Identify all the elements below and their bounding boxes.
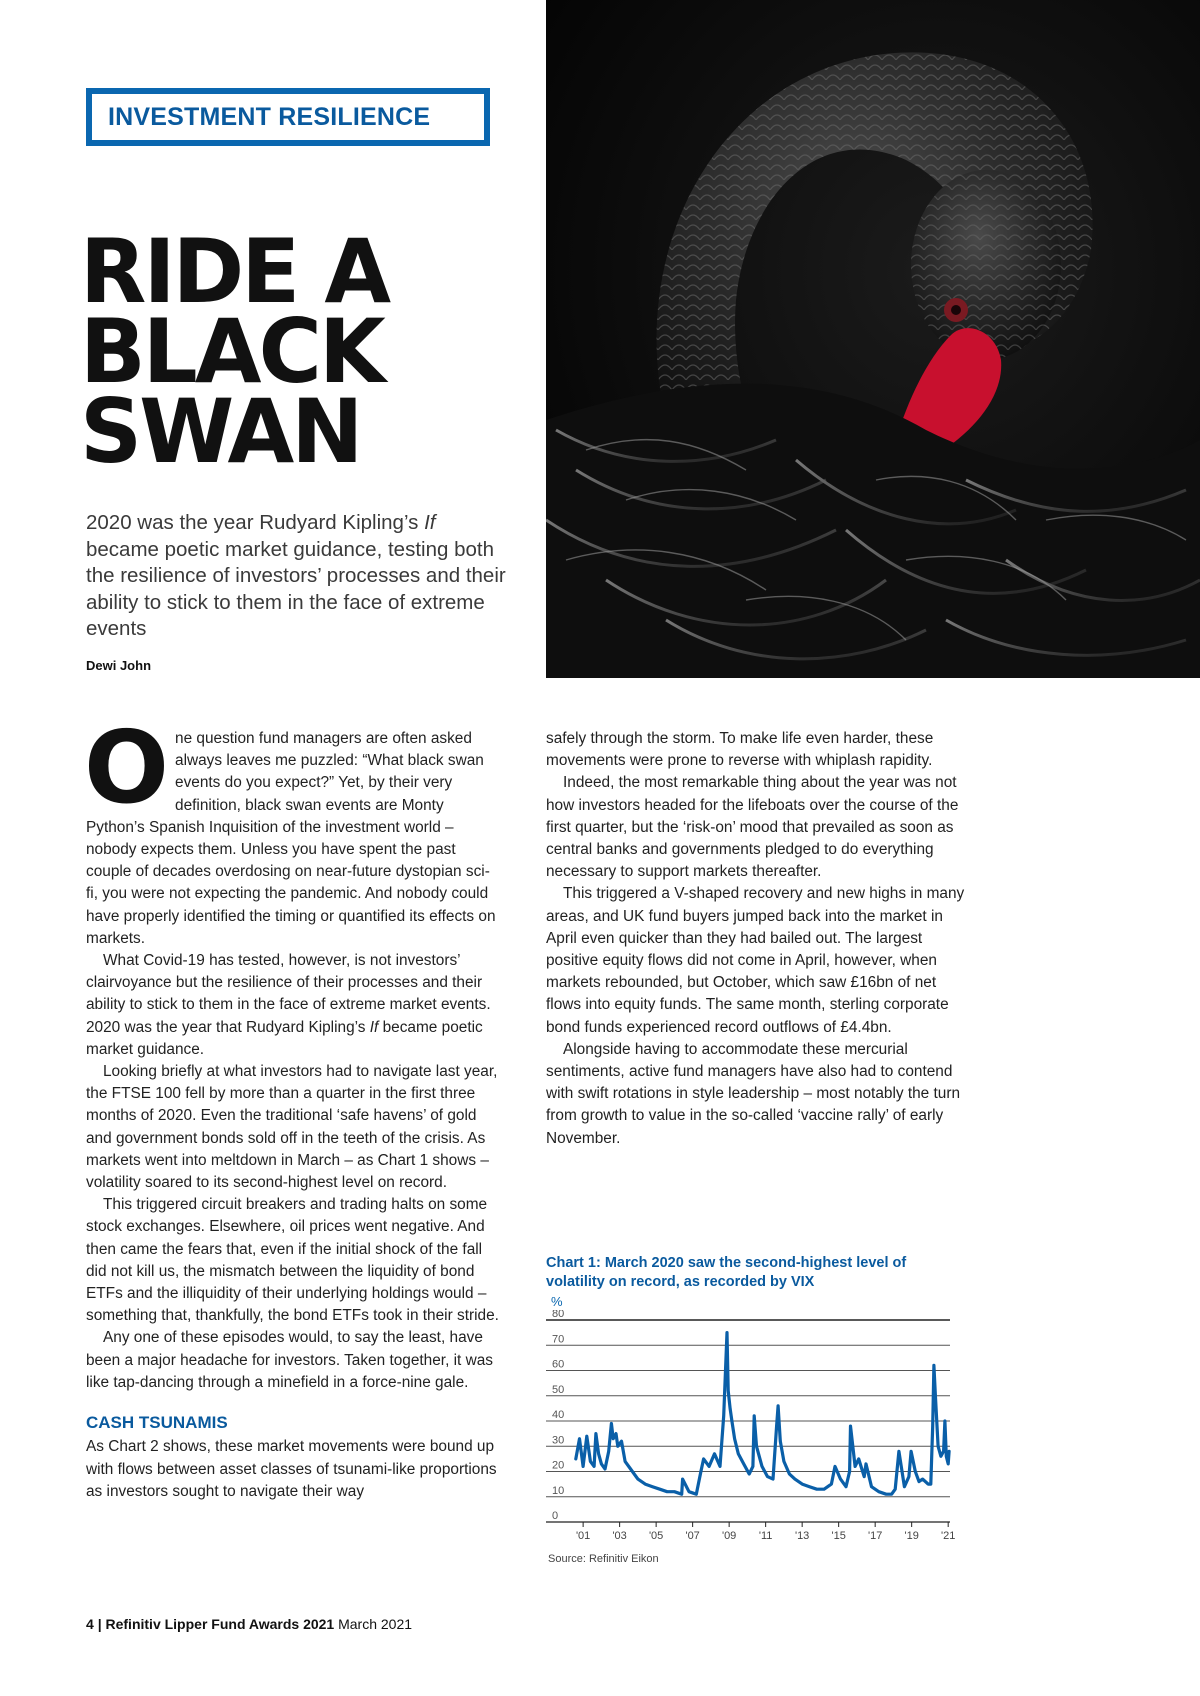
paragraph-2-italic: If [369,1018,379,1036]
footer-publication: Refinitiv Lipper Fund Awards 2021 [105,1616,335,1632]
paragraph-1-text: ne question fund managers are often asked always leaves me puzzled: “What black swan events do you expect?” Yet, by their very definition, black swan events are Monty Python’s Spanish Inquisition of the investment world – nobody expects them. Unless you have spent the past couple of decades overdosing on near-future dystopian sci-fi, you were not expecting the pandemic. And nobody could have properly identified the timing or quantified its effects on markets. [86,730,496,947]
vix-line-chart [546,1310,966,1555]
standfirst-italic: If [424,511,436,534]
chart-title: Chart 1: March 2020 saw the second-highest level of volatility on record, as recorded by VIX [546,1255,907,1290]
subhead-cash-tsunamis: CASH TSUNAMIS [86,1413,228,1433]
y-tick-label-80: 80 [552,1310,565,1320]
y-tick-label-10: 10 [552,1484,565,1497]
y-tick-label-60: 60 [552,1358,565,1371]
paragraph-2 [86,950,501,1061]
page-footer [86,1616,412,1632]
black-swan-illustration [546,0,1200,678]
article-column-left [84,709,501,1503]
x-tick-label-2005: '05 [648,1530,664,1542]
y-tick-label-20: 20 [552,1459,565,1472]
x-tick-label-2011: '11 [758,1530,773,1542]
paragraph-1 [84,709,501,950]
paragraph-7: safely through the storm. To make life even harder, these movements were prone to reverse with whiplash rapidity. [546,730,934,770]
byline: Dewi John [86,658,152,673]
paragraph-3: Looking briefly at what investors had to navigate last year, the FTSE 100 fell by more than a quarter in the first three months of 2020. Even the traditional ‘safe havens’ of gold and government bonds sold off in the teeth of the crisis. As markets went into meltdown in March – as Chart 1 shows – volatility soared to its second-highest level on record. [86,1063,498,1192]
standfirst [86,510,506,643]
y-tick-label-70: 70 [552,1333,565,1346]
chart-unit-label: % [551,1294,563,1309]
article-column-right [546,728,966,1150]
black-swan-photo [546,0,1200,678]
paragraph-2-text-a: What Covid-19 has tested, however, is not investors’ clairvoyance but the resilience of their processes and their ability to stick to them in the face of extreme market events. 2020 was the year that Rudyard Kipling’s [86,952,491,1036]
headline-line-3: SWAN [80,380,361,483]
section-tag-label: INVESTMENT RESILIENCE [108,102,431,131]
x-tick-label-2017: '17 [867,1530,883,1542]
paragraph-5: Any one of these episodes would, to say the least, have been a major headache for investors. Taken together, it was like tap-dancing through a minefield in a force-nine gale. [86,1329,493,1391]
x-tick-label-2021: '21 [941,1530,956,1542]
paragraph-8: Indeed, the most remarkable thing about the year was not how investors headed for the lifeboats over the course of the first quarter, but the ‘risk-on’ mood that prevailed as soon as central banks and governments pledged to do everything necessary to support markets thereafter. [546,774,959,881]
x-tick-label-2019: '19 [904,1530,919,1542]
paragraph-9: This triggered a V-shaped recovery and new highs in many areas, and UK fund buyers jumped back into the market in April even quicker than they had bailed out. The largest positive equity flows did not come in April, however, when markets rebounded, but October, which saw £16bn of net flows into equity funds. The same month, sterling corporate bond funds experienced record outflows of £4.4bn. [546,885,965,1036]
headline-line-2: BLACK [80,300,383,403]
chart-source: Source: Refinitiv Eikon [548,1553,659,1565]
x-tick-label-2003: '03 [612,1530,627,1542]
x-tick-label-2009: '09 [721,1530,737,1542]
x-tick-label-2007: '07 [685,1530,700,1542]
y-tick-label-40: 40 [552,1409,565,1421]
section-tag [86,88,490,146]
paragraph-10: Alongside having to accommodate these mercurial sentiments, active fund managers have also had to contend with swift rotations in style leadership – most notably the turn from growth to value in the so-called ‘vaccine rally’ of early November. [546,1040,961,1147]
paragraph-2-text-b: became poetic market guidance. [86,1018,483,1058]
paragraph-6: As Chart 2 shows, these market movements were bound up with flows between asset classes of tsunami-like proportions as investors sought to navigate their way [86,1438,497,1500]
headline-line-1: RIDE A [80,220,389,323]
footer-separator: | [97,1616,102,1632]
headline [80,220,511,483]
x-tick-label-2015: '15 [831,1530,846,1542]
x-tick-label-2001: '01 [575,1530,591,1542]
paragraph-4: This triggered circuit breakers and trading halts on some stock exchanges. Elsewhere, oil prices went negative. And then came the fears that, even if the initial shock of the fall did not kill us, the mismatch between the liquidity of bond ETFs and the illiquidity of their underlying holdings would – something that, thankfully, the bond ETFs took in their stride. [86,1196,499,1325]
standfirst-text-b: became poetic market guidance, testing both the resilience of investors’ processes and their ability to stick to them in the face of extreme events [86,537,506,640]
y-tick-label-0: 0 [552,1510,559,1522]
x-tick-label-2013: '13 [794,1530,810,1542]
standfirst-text-a: 2020 was the year Rudyard Kipling’s [86,511,425,534]
dropcap: O [84,709,170,826]
footer-date: March 2021 [338,1616,413,1632]
series-line-0 [576,1333,949,1495]
y-tick-label-30: 30 [552,1434,565,1447]
page-number: 4 [86,1616,94,1632]
y-tick-label-50: 50 [552,1383,565,1396]
